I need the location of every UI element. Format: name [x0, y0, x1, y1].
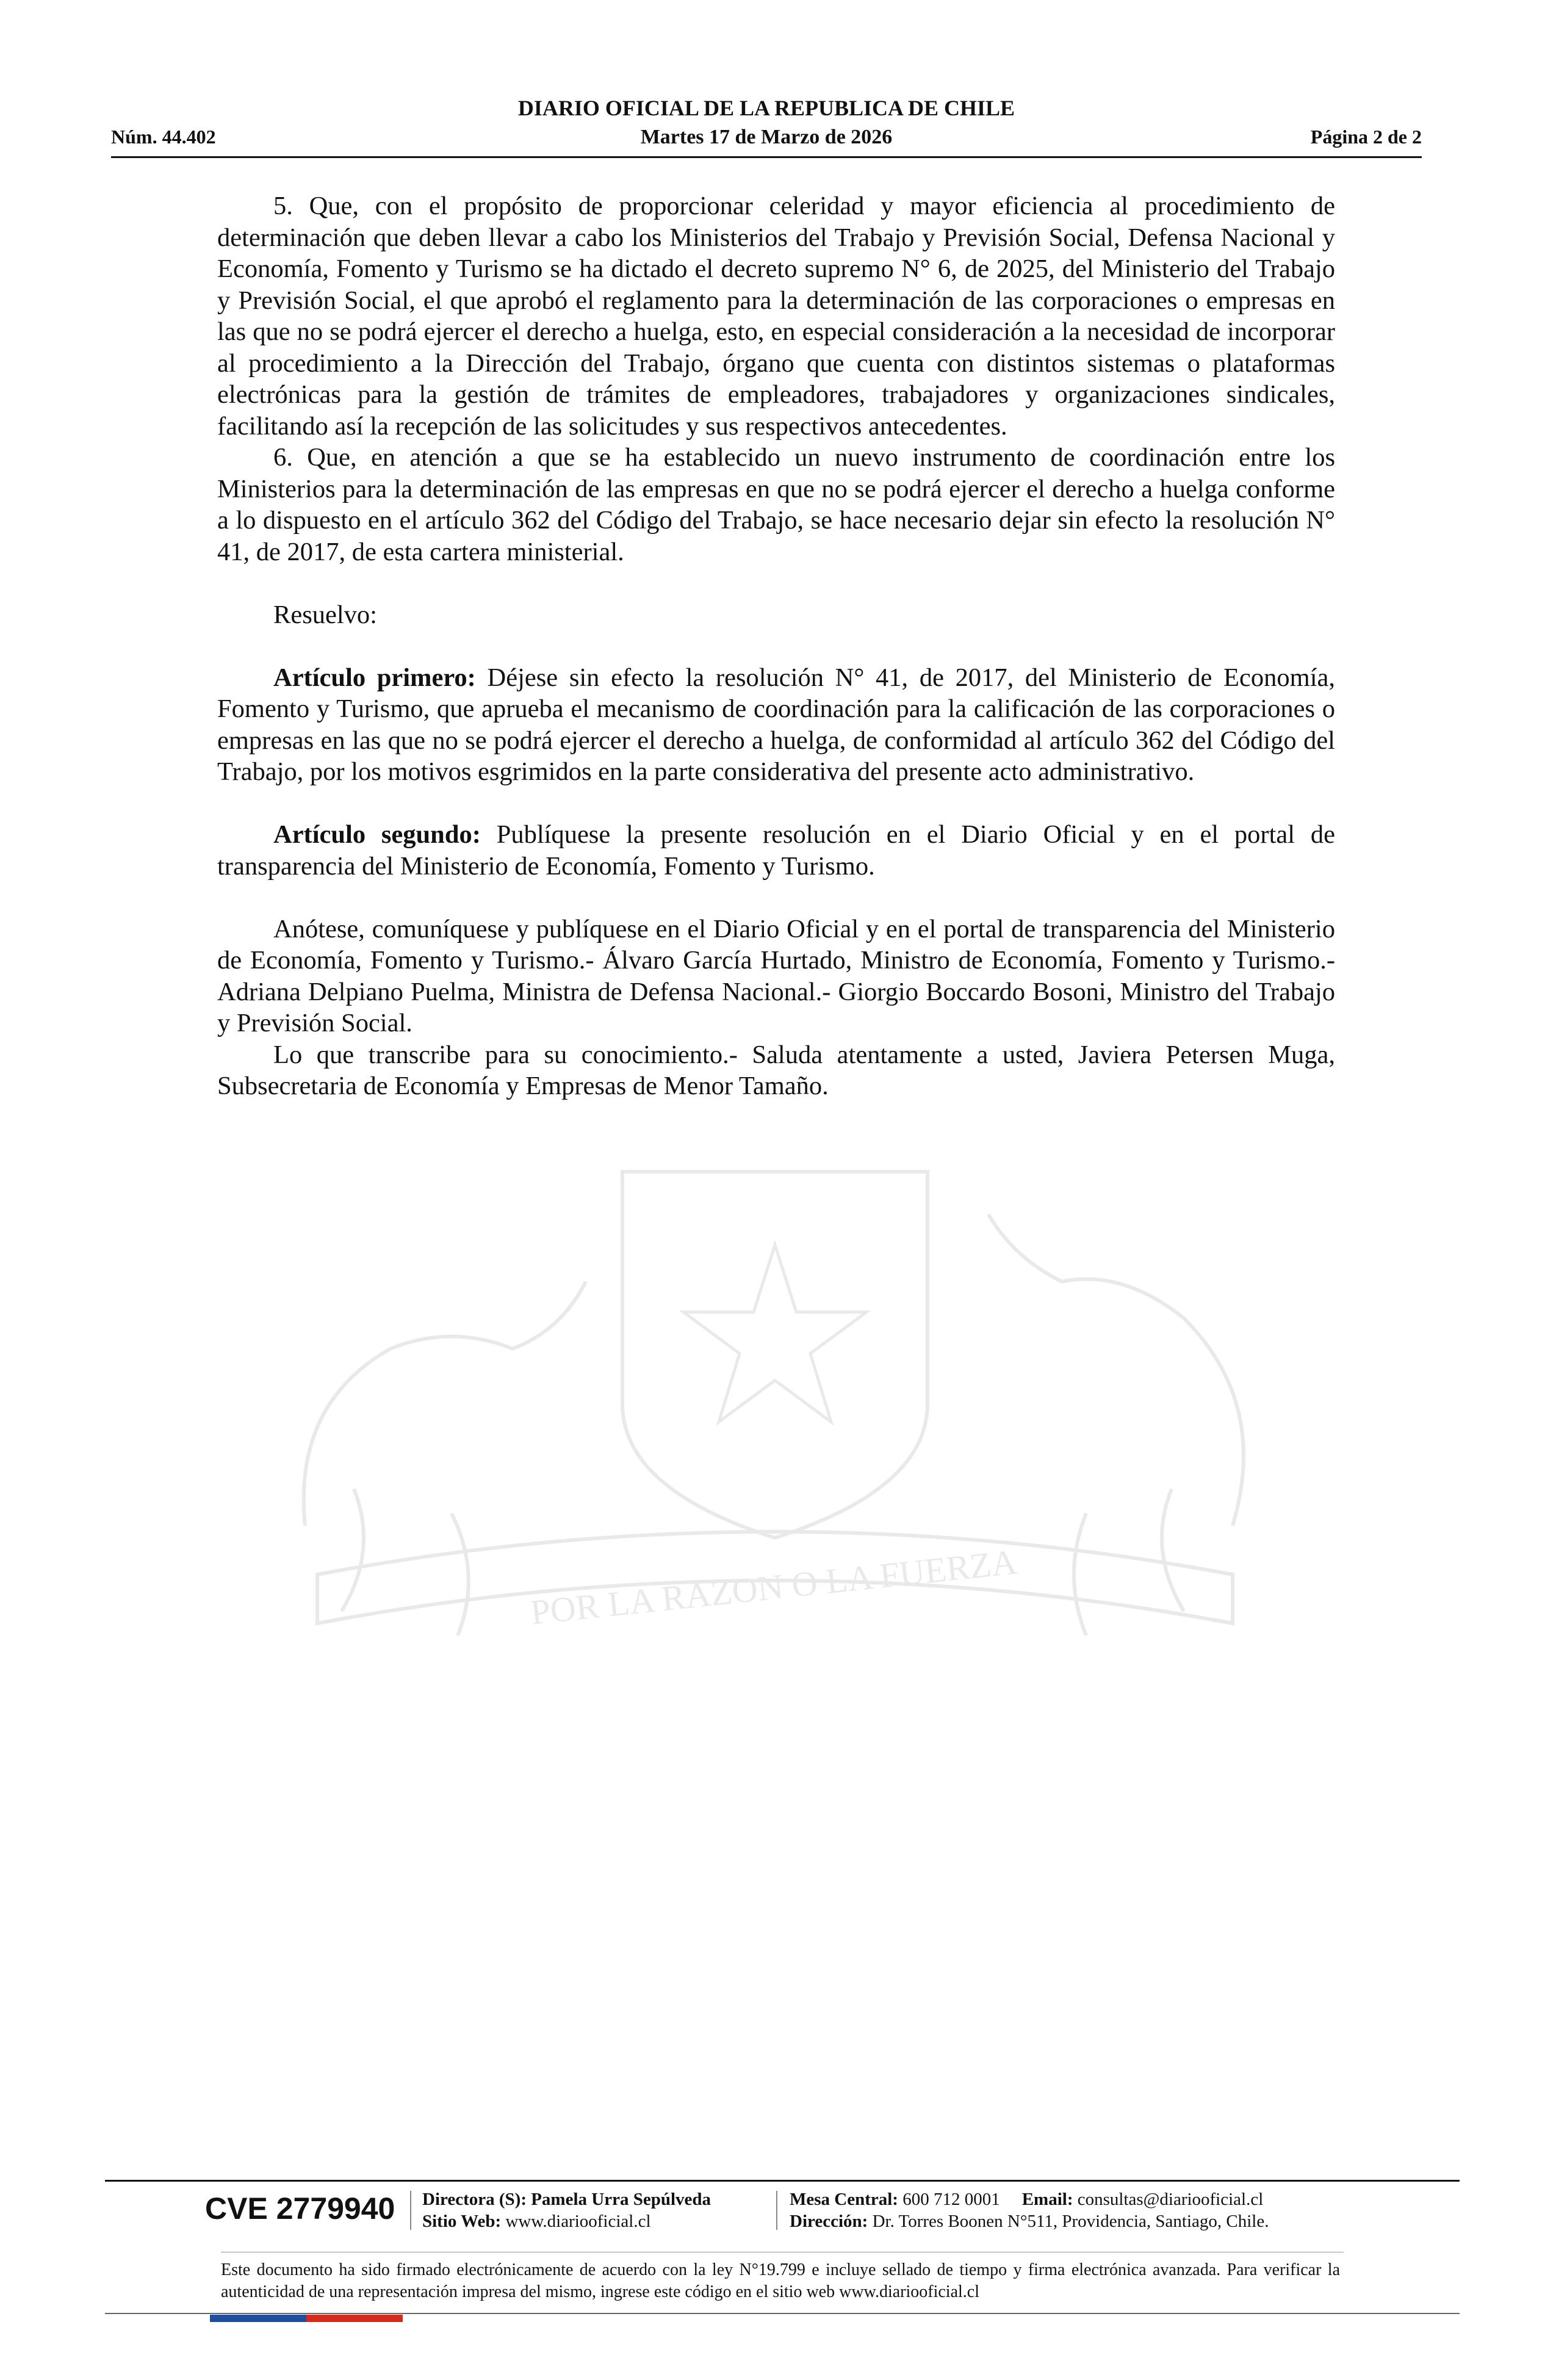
web-link[interactable]: www.diariooficial.cl — [501, 2212, 651, 2231]
closing-paragraph: Anótese, comuníquese y publíquese en el Diario Oficial y en el portal de transparencia del Ministerio de Economía, Fomento y Turismo.- Álvaro García Hurtado, Ministro de Economía, Fomento y Turismo.- Adriana Delpiano Puelma, Ministra de Defensa Nacional.- Giorgio Boccardo Bosoni, Ministro del Trabajo y Previsión Social. — [217, 914, 1335, 1037]
flag-stripe-blue — [210, 2315, 306, 2322]
footer-divider-bottom — [105, 2313, 1460, 2314]
footer-contact-block — [790, 2188, 1269, 2232]
email-link[interactable]: consultas@diariooficial.cl — [1073, 2190, 1264, 2209]
electronic-signature-notice: Este documento ha sido firmado electrónicamente de acuerdo con la ley N°19.799 e incluye sellado de tiempo y firma electrónica avanzada. Para verificar la autenticidad de una representación impresa del mismo, ingrese este código en el sitio web www.diariooficial.cl — [221, 2260, 1340, 2301]
mesa-phone: 600 712 0001 — [898, 2190, 1000, 2209]
issue-number: Núm. 44.402 — [111, 126, 216, 148]
footer-divider-top — [105, 2180, 1460, 2182]
paragraph-6: 6. Que, en atención a que se ha establecido un nuevo instrumento de coordinación entre los Ministerios para la determinación de las empresas en que no se podrá ejercer el derecho a huelga conforme a lo dispuesto en el artículo 362 del Código del Trabajo, se hace necesario dejar sin efecto la resolución N° 41, de 2017, de esta cartera ministerial. — [217, 443, 1335, 566]
coat-of-arms-watermark — [195, 1147, 1355, 1697]
page-indicator: Página 2 de 2 — [1310, 126, 1422, 148]
article-second-label: Artículo segundo: — [273, 820, 481, 849]
email-label: Email: — [1021, 2190, 1073, 2209]
directora-name: Directora (S): Pamela Urra Sepúlveda — [422, 2190, 711, 2209]
cve-code: CVE 2779940 — [205, 2191, 395, 2226]
shield-outline — [622, 1172, 927, 1538]
footer-separator-1 — [410, 2191, 411, 2230]
mesa-label: Mesa Central: — [790, 2190, 898, 2209]
star-shape — [683, 1245, 866, 1422]
article-second — [217, 819, 1335, 882]
direccion-label: Dirección: — [790, 2212, 868, 2231]
paragraph-5: 5. Que, con el propósito de proporcionar celeridad y mayor eficiencia al procedimiento de determinación que deben llevar a cabo los Ministerios del Trabajo y Previsión Social, Defensa Nacional y Economía, Fomento y Turismo se ha dictado el decreto supremo N° 6, de 2025, del Ministerio del Trabajo y Previsión Social, el que aprobó el reglamento para la determinación de las corporaciones o empresas en las que no se podrá ejercer el derecho a huelga, esto, en especial consideración a la necesidad de incorporar al procedimiento a la Dirección del Trabajo, órgano que cuenta con distintos sistemas o plataformas electrónicas para la gestión de trámites de empleadores, trabajadores y organizaciones sindicales, facilitando así la recepción de las solicitudes y sus respectivos antecedentes. — [217, 192, 1335, 441]
publication-title: DIARIO OFICIAL DE LA REPUBLICA DE CHILE — [517, 96, 1015, 120]
web-label: Sitio Web: — [422, 2212, 502, 2231]
flag-stripe-red — [306, 2315, 403, 2322]
motto-text: POR LA RAZON O LA FUERZA — [528, 1542, 1019, 1632]
resuelvo-heading: Resuelvo: — [273, 600, 377, 629]
huemul-figure — [304, 1282, 586, 1635]
transcription-paragraph: Lo que transcribe para su conocimiento.- Saluda atentamente a usted, Javiera Petersen Muga, Subsecretaria de Economía y Empresas de Menor Tamaño. — [217, 1040, 1335, 1100]
article-first — [217, 662, 1335, 788]
article-first-label: Artículo primero: — [273, 663, 476, 692]
condor-figure — [989, 1214, 1244, 1635]
direccion-value: Dr. Torres Boonen N°511, Providencia, Santiago, Chile. — [868, 2212, 1269, 2231]
page-header — [111, 92, 1422, 157]
header-divider — [111, 156, 1422, 158]
footer-directora-block — [422, 2188, 711, 2232]
publication-date: Martes 17 de Marzo de 2026 — [640, 126, 893, 148]
document-body — [217, 190, 1335, 1102]
article-first-text: Déjese sin efecto la resolución N° 41, de 2017, del Ministerio de Economía, Fomento y Turismo, que aprueba el mecanismo de coordinación para la calificación de las corporaciones o empresas en las que no se podrá ejercer el derecho a huelga, de conformidad al artículo 362 del Código del Trabajo, por los motivos esgrimidos en la parte considerativa del presente acto administrativo. — [217, 663, 1335, 786]
article-second-text: Publíquese la presente resolución en el Diario Oficial y en el portal de transparencia del Ministerio de Economía, Fomento y Turismo. — [217, 820, 1336, 881]
footer-separator-2 — [776, 2191, 777, 2230]
